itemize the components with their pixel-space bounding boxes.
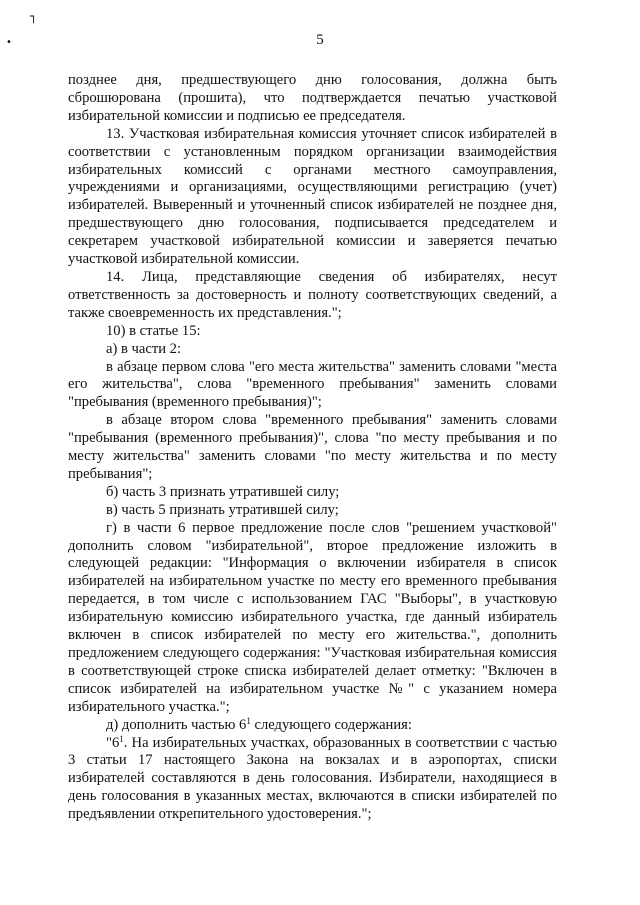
- paragraph-continuation: позднее дня, предшествующего дню голосования, должна быть сброшюрована (прошита), что подтверждается печатью участковой избирательной комиссии и подписью ее председателя.: [68, 72, 557, 124]
- page-number: 5: [316, 32, 324, 48]
- document-body: [68, 72, 557, 824]
- paragraph-first-abzac: в абзаце первом слова "его места жительства" заменить словами "места его жительства", слова "временного пребывания" заменить словами "пребывания (временного пребывания)";: [68, 358, 557, 411]
- superscript: 1: [246, 715, 251, 726]
- paragraph-part-5: в) часть 5 признать утратившей силу;: [106, 501, 339, 518]
- corner-scan-mark: ┐: [30, 9, 38, 23]
- paragraph-text: следующего содержания:: [250, 716, 412, 733]
- superscript: 1: [119, 733, 124, 744]
- paragraph-item-14: 14. Лица, представляющие сведения об избирателях, несут ответственность за достоверность и полноту соответствующих сведений, а также своевременность их представления.";: [68, 268, 557, 321]
- paragraph-text: "6: [106, 734, 120, 751]
- paragraph-text: д) дополнить частью 6: [106, 716, 247, 733]
- margin-scan-mark: •: [6, 37, 12, 48]
- paragraph-add-part-6-1: [68, 717, 557, 735]
- paragraph-item-13: 13. Участковая избирательная комиссия уточняет список избирателей в соответствии с установленным порядком организации взаимодействия избирательных комиссий с органами местного самоуправления, учреждениями и организациями, осуществляющими регистрацию (учет) избирателей. Выверенный и уточненный список избирателей не позднее дня, предшествующего дню голосования, подписывается председателем и секретарем участковой избирательной комиссии и заверяется печатью участковой избирательной комиссии.: [68, 125, 557, 268]
- paragraph-part-2: а) в части 2:: [106, 340, 182, 357]
- paragraph-text: . На избирательных участках, образованных в соответствии с частью 3 статьи 17 настоящего Закона на вокзалах и в аэропортах, списки избирателей составляются в день голосования. Избиратели, находящиеся в день голосования в указанных местах, включаются в списки избирателей по предъявлении открепительного удостоверения.";: [68, 734, 557, 823]
- paragraph-article-15: 10) в статье 15:: [106, 322, 201, 339]
- paragraph-part-6: г) в части 6 первое предложение после слов "решением участковой" дополнить словом "избирательной", второе предложение изложить в следующей редакции: "Информация о включении избирателя в список избирателей на избирательном участке по месту его временного пребывания передается, в том числе с использованием ГАС "Выборы", в участковую избирательную комиссию избирательного участка, где данный избиратель включен в список избирателей по месту его жительства.", дополнить предложением следующего содержания: "Участковая избирательная комиссия в соответствующей строке списка избирателей делает отметку: "Включен в список избирателей на избирательном участке №" с указанием номера избирательного участка.";: [68, 519, 557, 715]
- paragraph-second-abzac: в абзаце втором слова "временного пребывания" заменить словами "пребывания (временного пребывания)", слова "по месту пребывания и по месту жительства" заменить словами "по месту жительства и по месту пребывания";: [68, 412, 557, 482]
- paragraph-part-3: б) часть 3 признать утратившей силу;: [106, 483, 340, 500]
- paragraph-part-6-1-text: [68, 735, 557, 825]
